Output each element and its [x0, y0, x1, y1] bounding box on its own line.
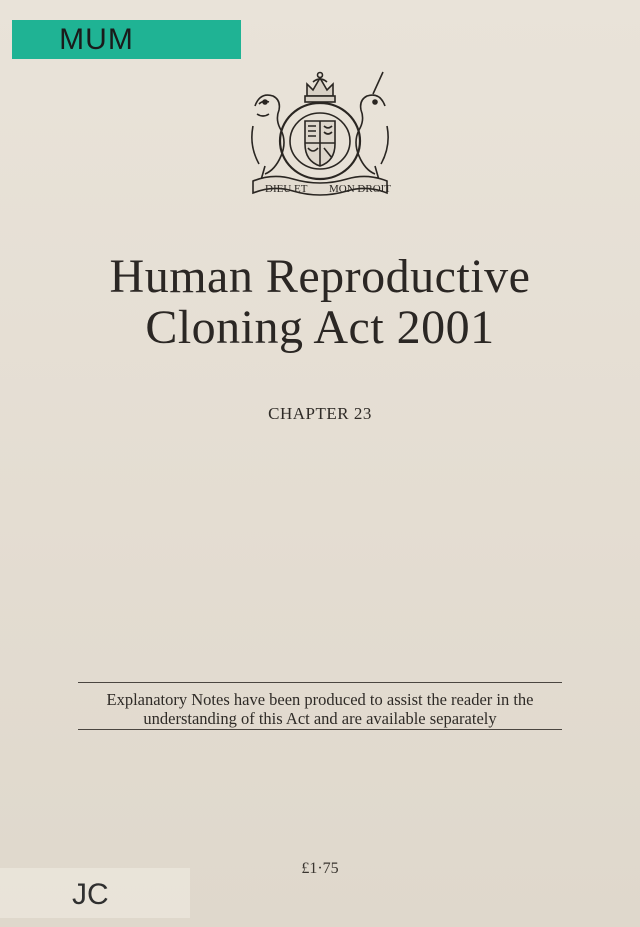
divider-bottom	[78, 729, 562, 730]
explanatory-notes	[0, 690, 640, 728]
explanatory-notes-line-1: Explanatory Notes have been produced to assist the reader in the	[106, 690, 534, 709]
chapter-number: CHAPTER 23	[268, 404, 372, 423]
act-title-line-1: Human Reproductive	[109, 250, 531, 303]
act-title-line-2: Cloning Act 2001	[145, 301, 495, 354]
svg-text:DIEU ET: DIEU ET	[265, 183, 308, 195]
library-label: JC	[72, 878, 109, 911]
explanatory-notes-line-2: understanding of this Act and are available separately	[143, 709, 497, 728]
library-sticker	[12, 20, 241, 59]
svg-text:MON DROIT: MON DROIT	[329, 183, 392, 195]
royal-coat-of-arms-icon	[245, 66, 395, 201]
sticker-text: MUM	[59, 22, 134, 56]
divider-top	[78, 682, 562, 683]
price: £1·75	[301, 860, 339, 877]
